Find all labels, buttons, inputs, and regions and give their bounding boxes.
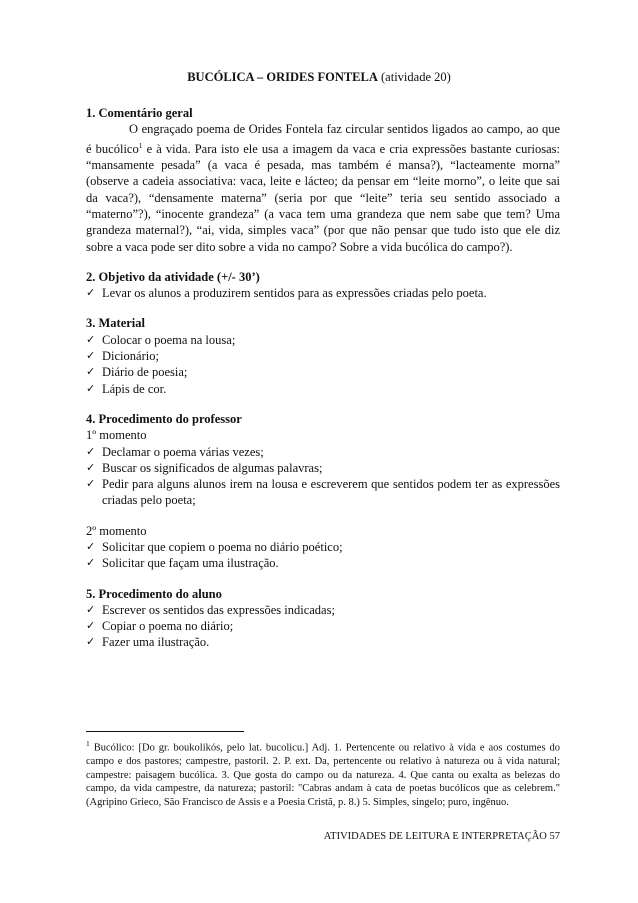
list-item — [86, 364, 560, 380]
list-item — [86, 348, 560, 364]
list-item-text: Fazer uma ilustração. — [102, 635, 210, 650]
list-item-text: Escrever os sentidos das expressões indicadas; — [102, 602, 335, 617]
paragraph-text: e à vida. Para isto ele usa a imagem da vaca e cria expressões bastante curiosas: “mansamente pesada” (a vaca é pesada, mas também é mansa?), “lacteamente morna” (observe a cadeia associativa: vaca, leite e lácteo; da pensar em “leite morno”, o leite que sai da vaca?), “densamente materna” (seria por que “leite” teria seu sentido associado a “materno”?), “inocente grandeza” (a vaca tem uma grandeza que nem sabe que tem? Uma grandeza maternal?), “ai, vida, simples vaca” (por que não pensar que tudo isto que ele diz sobre a vaca pode ser dito sobre a vida no campo? Sobre a vida bucólica do campo?). — [86, 141, 560, 254]
checkmark-icon: ✓ — [86, 332, 96, 346]
list-item — [86, 618, 560, 634]
section-objective — [86, 269, 560, 302]
list-item-text: Lápis de cor. — [102, 381, 167, 396]
checkmark-icon: ✓ — [86, 556, 96, 570]
section-heading: 2. Objetivo da atividade (+/- 30’) — [86, 269, 260, 284]
list-item-text: Declamar o poema várias vezes; — [102, 444, 264, 459]
section-teacher-procedure — [86, 411, 560, 572]
list-item — [86, 285, 560, 301]
comment-paragraph — [86, 121, 560, 255]
list-item — [86, 634, 560, 650]
checkmark-icon: ✓ — [86, 619, 96, 633]
list-item-text: Solicitar que copiem o poema no diário poético; — [102, 539, 343, 554]
section-material — [86, 315, 560, 396]
list-item-text: Buscar os significados de algumas palavras; — [102, 460, 323, 475]
list-item-text: Solicitar que façam uma ilustração. — [102, 556, 279, 571]
footnote-divider — [86, 731, 244, 732]
checkmark-icon: ✓ — [86, 460, 96, 474]
list-item-text: Colocar o poema na lousa; — [102, 332, 236, 347]
document-body — [86, 105, 560, 665]
moment-label: 1º momento — [86, 428, 147, 443]
footnote — [86, 737, 560, 809]
section-heading: 3. Material — [86, 316, 146, 331]
section-general-comment — [86, 105, 560, 255]
list-item — [86, 332, 560, 348]
section-heading: 5. Procedimento do aluno — [86, 586, 222, 601]
moment-label: 2º momento — [86, 523, 147, 538]
page-footer: ATIVIDADES DE LEITURA E INTERPRETAÇÃO 57 — [323, 831, 560, 842]
checkmark-icon: ✓ — [86, 349, 96, 363]
list-item — [86, 555, 560, 571]
list-item — [86, 460, 560, 476]
paragraph-text: O engraçado poema de Orides Fontela faz circular sentidos ligados ao campo, ao que é bucólico — [86, 122, 560, 156]
footnote-reference: 1 — [138, 140, 143, 150]
section-student-procedure — [86, 586, 560, 651]
title-subtitle: (atividade 20) — [377, 70, 451, 84]
checkmark-icon: ✓ — [86, 381, 96, 395]
list-item — [86, 539, 560, 555]
checkmark-icon: ✓ — [86, 444, 96, 458]
section-heading: 1. Comentário geral — [86, 106, 193, 120]
list-item — [86, 602, 560, 618]
section-heading: 4. Procedimento do professor — [86, 411, 242, 426]
list-item — [86, 476, 560, 509]
checkmark-icon: ✓ — [86, 539, 96, 553]
checkmark-icon: ✓ — [86, 602, 96, 616]
checkmark-icon: ✓ — [86, 286, 96, 300]
list-item — [86, 381, 560, 397]
list-item-text: Dicionário; — [102, 349, 159, 364]
list-item-text: Levar os alunos a produzirem sentidos para as expressões criadas pelo poeta. — [102, 286, 487, 301]
title-bold: BUCÓLICA – ORIDES FONTELA — [187, 70, 378, 84]
checkmark-icon: ✓ — [86, 477, 96, 491]
spacer — [86, 509, 560, 523]
checkmark-icon: ✓ — [86, 635, 96, 649]
list-item-text: Copiar o poema no diário; — [102, 619, 234, 634]
footnote-text: Bucólico: [Do gr. boukolikós, pelo lat. bucolicu.] Adj. 1. Pertencente ou relativo à vida e aos costumes do campo e dos pastores; campestre, pastoril. 2. P. ext. Da, pertencente ou relativo à natureza ou à vida natural; campestre: paisagem bucólica. 3. Que gosta do campo ou da natureza. 4. Que canta ou exalta as belezas do campo, da vida campestre, da natureza; pastoril: "Cabras andam à cata de poetas bucólicos que as celebrem." (Agripino Grieco, São Francisco de Assis e a Poesia Cristã, p. 8.) 5. Simples, singelo; puro, ingênuo. — [86, 742, 560, 808]
page-title — [0, 70, 638, 85]
list-item-text: Pedir para alguns alunos irem na lousa e escreverem que sentidos podem ter as expressões criadas pelo poeta; — [102, 477, 560, 508]
list-item-text: Diário de poesia; — [102, 365, 188, 380]
list-item — [86, 444, 560, 460]
checkmark-icon: ✓ — [86, 365, 96, 379]
footnote-marker: 1 — [86, 739, 90, 748]
